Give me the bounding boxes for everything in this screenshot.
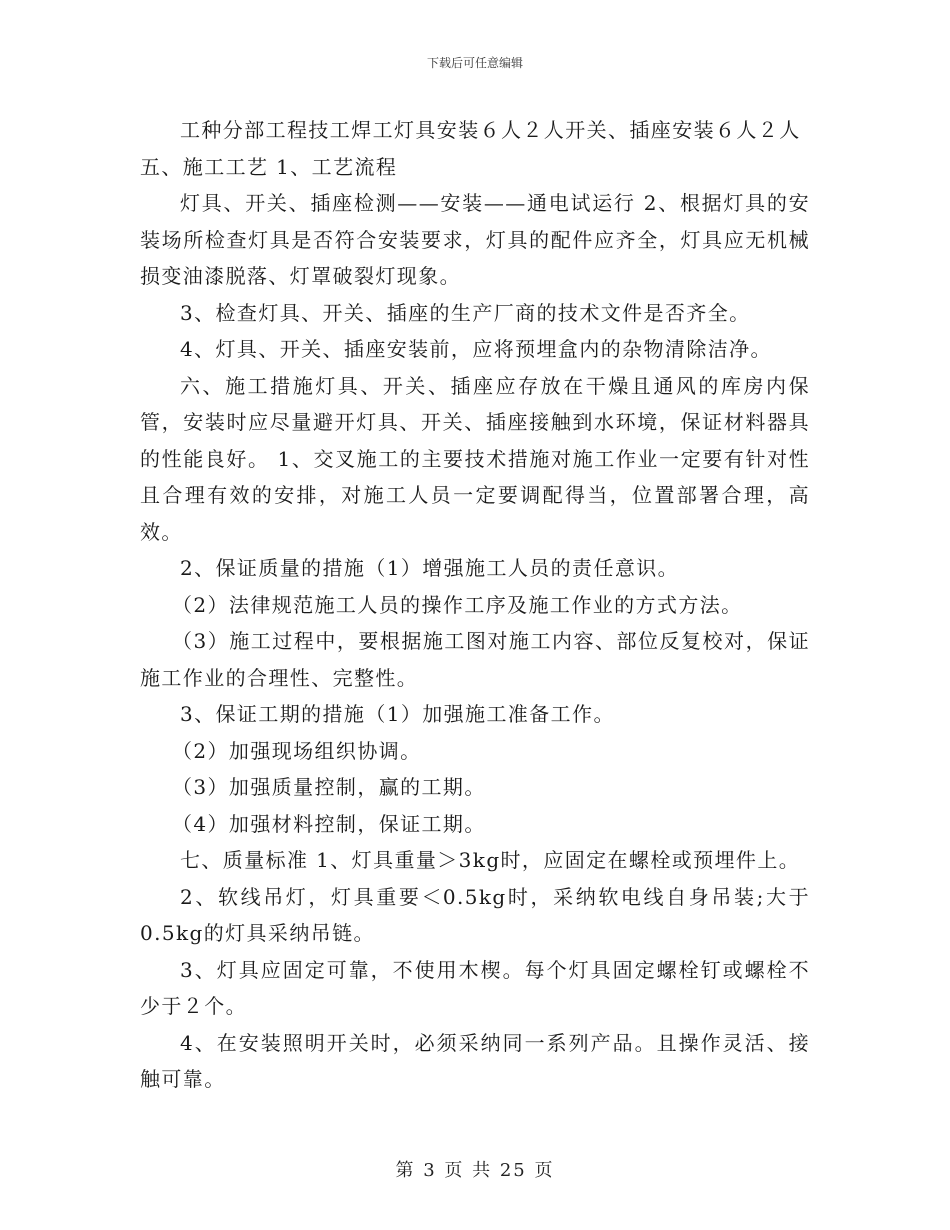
paragraph-process-flow: 灯具、开关、插座检测——安装——通电试运行 2、根据灯具的安装场所检查灯具是否符合安装要求，灯具的配件应齐全，灯具应无机械损变油漆脱落、灯罩破裂灯现象。 xyxy=(140,191,810,288)
paragraph-quality-measures: 2、保证质量的措施（1）增强施工人员的责任意识。 xyxy=(180,556,680,580)
paragraph-check-documents: 3、检查灯具、开关、插座的生产厂商的技术文件是否齐全。 xyxy=(180,300,751,325)
paragraph-standard-4: 4、在安装照明开关时，必须采纳同一系列产品。且操作灵活、接触可靠。 xyxy=(140,1030,810,1091)
paragraph-standard-2: 2、软线吊灯，灯具重要＜0.5kg时，采纳软电线自身吊装;大于0.5kg的灯具采纳吊链。 xyxy=(140,884,810,945)
paragraph-section-5-heading: 五、施工工艺 1、工艺流程 xyxy=(140,154,398,179)
paragraph-quality-item-2: （2）法律规范施工人员的操作工序及施工作业的方式方法。 xyxy=(172,592,743,617)
paragraph-workers-table: 工种分部工程技工焊工灯具安装６人２人开关、插座安装６人２人 xyxy=(180,118,801,142)
page-number-footer: 第 3 页 共 25 页 xyxy=(395,1160,555,1181)
paragraph-standard-3: 3、灯具应固定可靠，不使用木楔。每个灯具固定螺栓钉或螺栓不少于２个。 xyxy=(140,957,810,1018)
page-header: 下载后可任意编辑 xyxy=(426,56,523,70)
paragraph-schedule-item-4: （4）加强材料控制，保证工期。 xyxy=(172,811,486,836)
paragraph-section-6-measures: 六、施工措施灯具、开关、插座应存放在干燥且通风的库房内保管，安装时应尽量避开灯具、开关、插座接触到水环境，保证材料器具的性能良好。 1、交叉施工的主要技术措施对施工作业一定要有针对性且合理有效的安排，对施工人员一定要调配得当，位置部署合理，高效。 xyxy=(140,373,810,544)
paragraph-quality-item-3: （3）施工过程中，要根据施工图对施工内容、部位反复校对，保证施工作业的合理性、完整性。 xyxy=(140,629,810,690)
paragraph-clean-boxes: 4、灯具、开关、插座安装前，应将预埋盒内的杂物清除洁净。 xyxy=(180,337,772,361)
paragraph-schedule-measures: 3、保证工期的措施（1）加强施工准备工作。 xyxy=(180,702,615,726)
paragraph-schedule-item-3: （3）加强质量控制，赢的工期。 xyxy=(172,775,486,799)
paragraph-schedule-item-2: （2）加强现场组织协调。 xyxy=(172,738,422,763)
document-body xyxy=(140,112,810,1098)
paragraph-section-7-standard-1: 七、质量标准 1、灯具重量＞3kg时，应固定在螺栓或预埋件上。 xyxy=(180,848,801,872)
